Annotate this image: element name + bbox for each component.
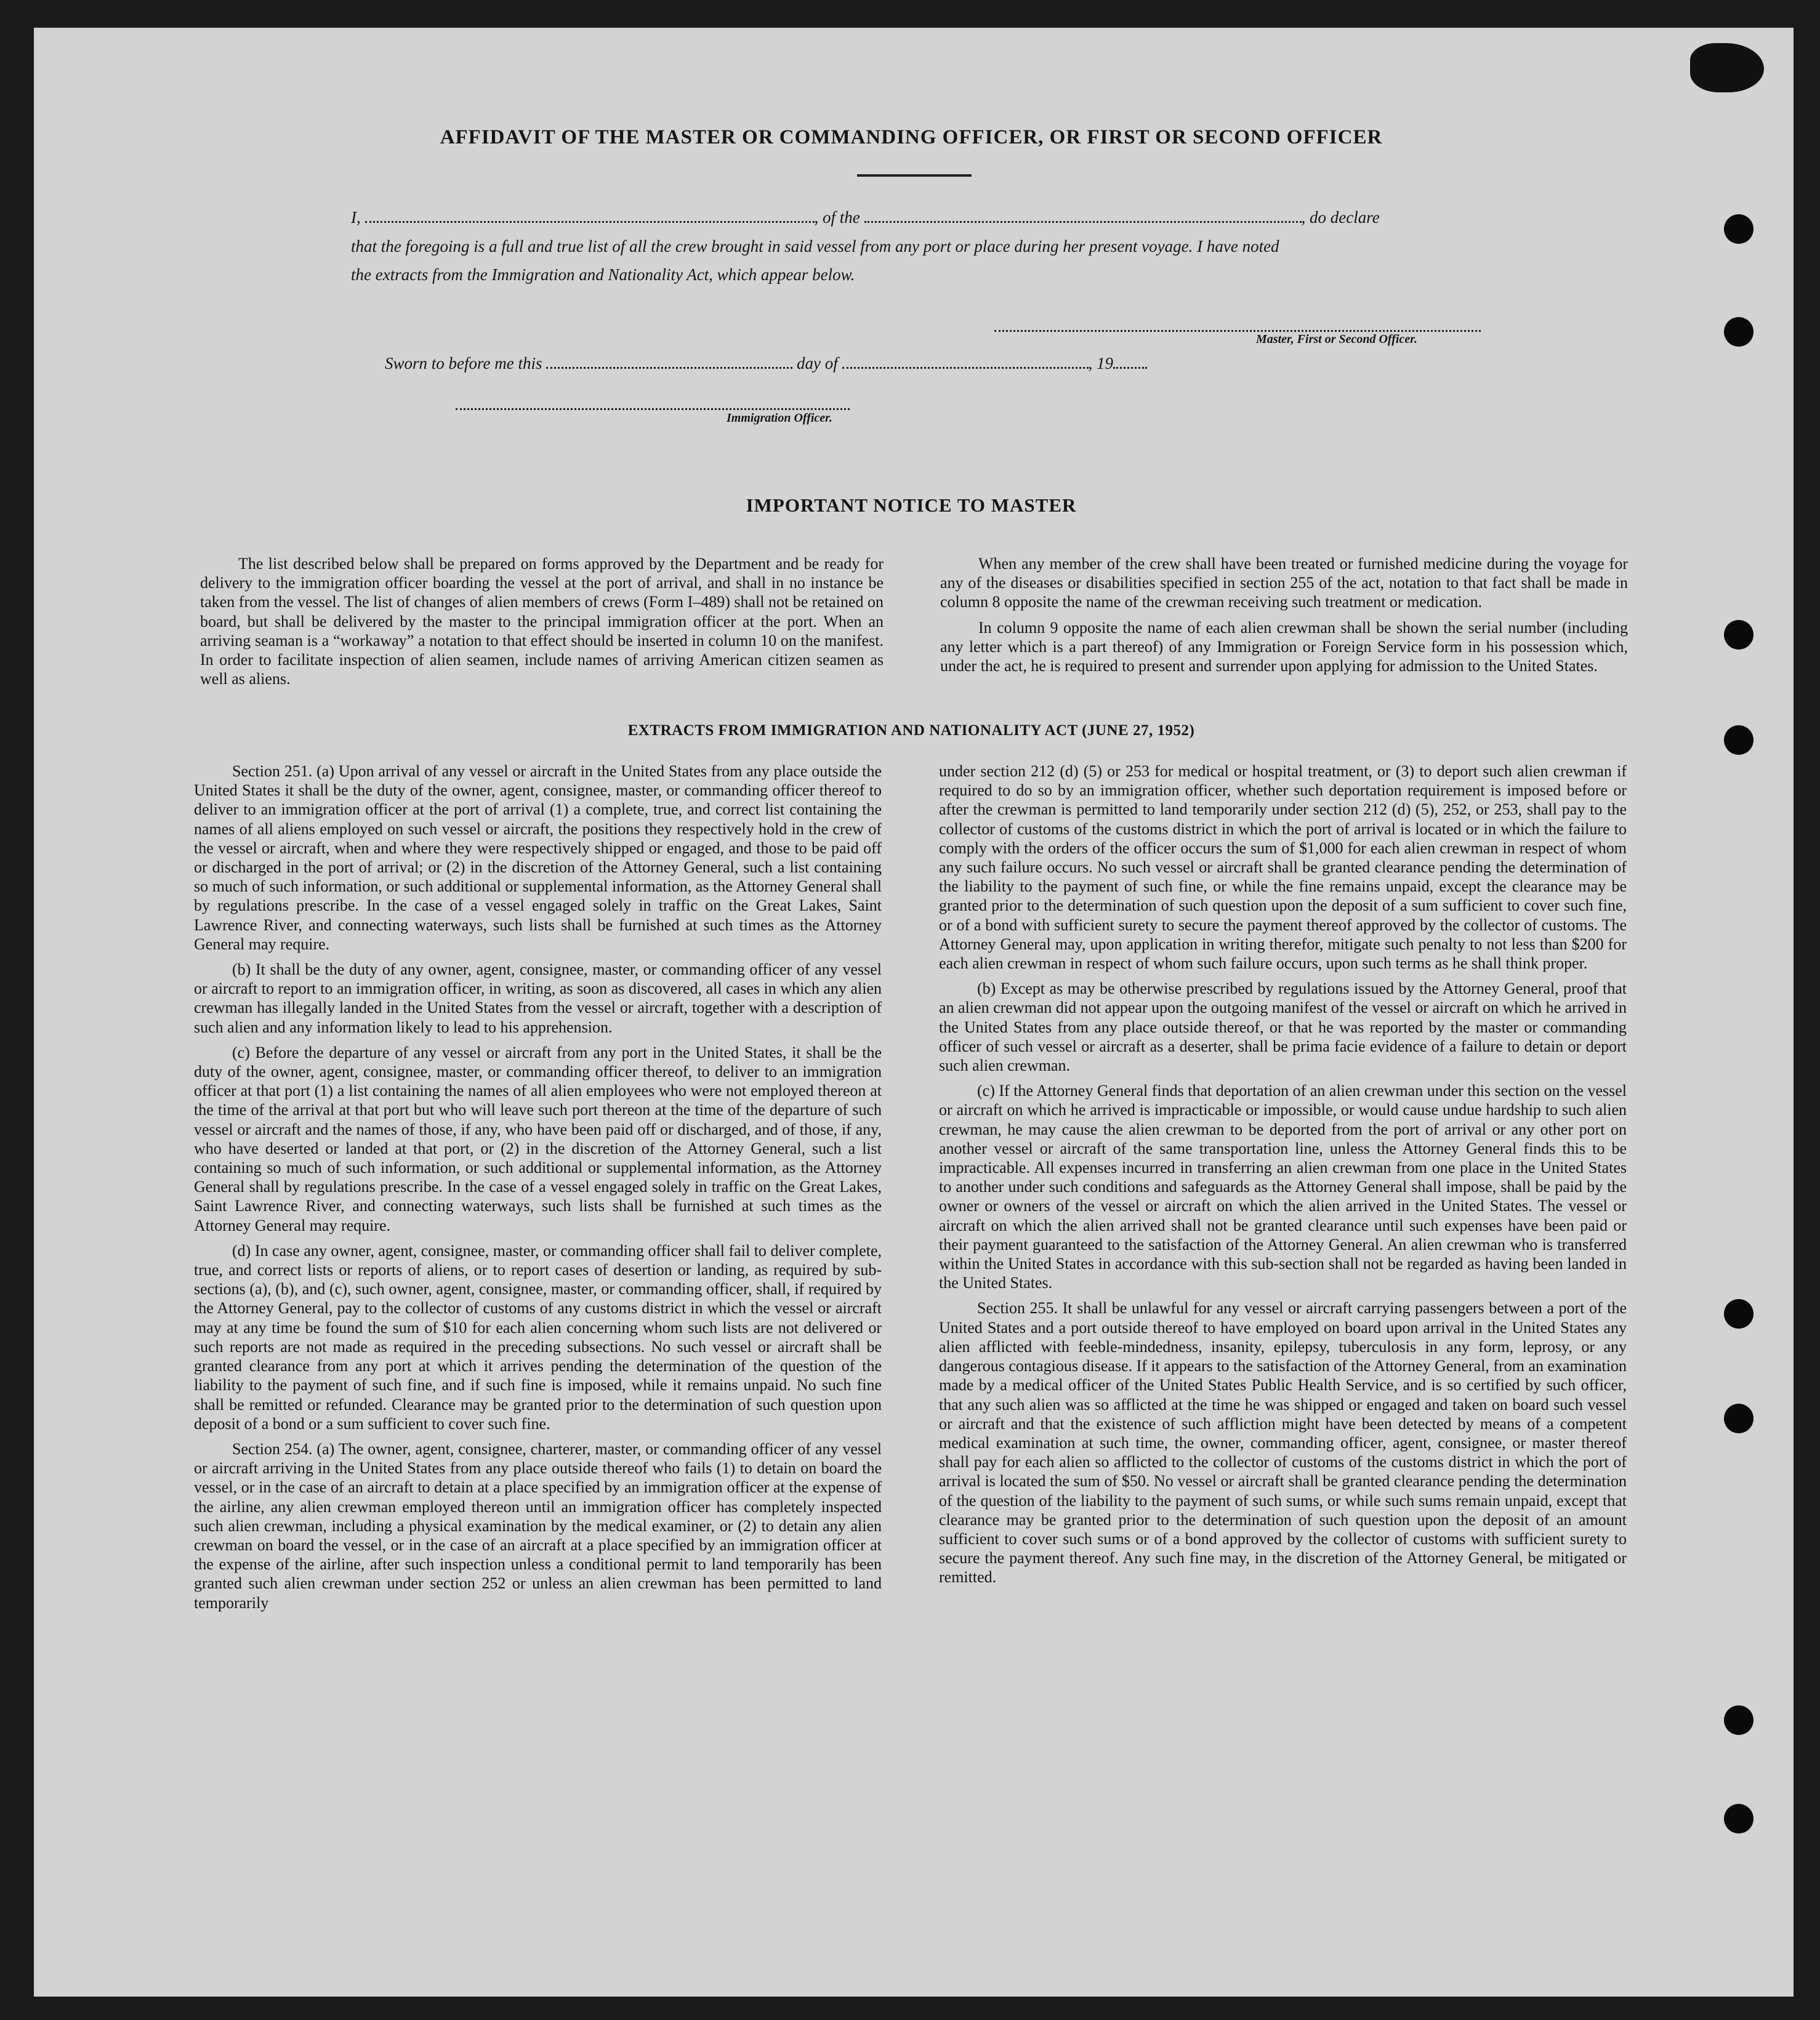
- binder-hole: [1724, 1705, 1754, 1735]
- binder-hole: [1724, 214, 1754, 244]
- section-254-a-continued: under section 212 (d) (5) or 253 for medical or hospital treatment, or (3) to deport such alien crewman if required to do so by an immigration officer, whether such deportation requirement is imposed before or after the crewman is permitted to land temporarily under section 212 (d) (5), 252, or 253, shall pay to the collector of customs of the customs district in which the port of arrival is located or in which the failure to comply with the orders of the officer occurs the sum of $1,000 for each alien crewman in respect of whom any such failure occurs. No such vessel or aircraft shall be granted clearance pending the determination of the liability to the payment of such fine, or while the fine remains unpaid, except the clearance may be granted prior to the determination of such question upon the deposit of a sum sufficient to cover such fine, or of a bond with sufficient surety to secure the payment thereof approved by the collector of customs. The Attorney General may, upon application in writing therefor, mitigate such penalty to not less than $200 for each alien crewman in respect of whom such failure occurs, upon such terms as he shall think proper.: [939, 762, 1627, 973]
- title-underline: [857, 174, 972, 177]
- notice-right-column: [940, 554, 1628, 682]
- section-251-a: Section 251. (a) Upon arrival of any vessel or aircraft in the United States from any place outside the United States it shall be the duty of the owner, agent, consignee, master, or commanding officer thereof to deliver to an immigration officer at the port of arrival (1) a complete, true, and correct list containing the names of all aliens employed on such vessel or aircraft, the positions they respectively hold in the crew of the vessel or aircraft, when and where they were respectively shipped or engaged, and those to be paid off or discharged in the port of arrival; or (2) in the discretion of the Attorney General, such a list containing so much of such information, or such additional or supplemental information, as the Attorney General shall by regulations prescribe. In the case of a vessel engaged solely in traffic on the Great Lakes, Saint Lawrence River, and connecting waterways, such lists shall be furnished at such times as the Attorney General may require.: [194, 762, 882, 953]
- section-254-b: (b) Except as may be otherwise prescribed by regulations issued by the Attorney General, proof that an alien crewman did not appear upon the outgoing manifest of the vessel or aircraft on which he arrived in the United States from any place outside thereof, or that he was reported by the master or commanding officer of such vessel or aircraft as a deserter, shall be prima facie evidence of a failure to detain or deport such alien crewman.: [939, 980, 1627, 1075]
- section-251-b: (b) It shall be the duty of any owner, agent, consignee, master, or commanding officer of any vessel or aircraft to report to an immigration officer, in writing, as soon as discovered, all cases in which any alien crewman has illegally landed in the United States from the vessel or aircraft, together with a description of such alien and any information likely to lead to his apprehension.: [194, 960, 882, 1036]
- sworn-year-field[interactable]: [1113, 367, 1147, 369]
- sworn-text: Sworn to before me this: [385, 354, 542, 372]
- notice-title: IMPORTANT NOTICE TO MASTER: [746, 494, 1077, 516]
- section-251-d: (d) In case any owner, agent, consignee, master, or commanding officer shall fail to deliver complete, true, and correct lists or reports of aliens, or to report cases of desertion or landing, as required by sub-sections (a), (b), and (c), such owner, agent, consignee, master, or commanding officer, shall, if required by the Attorney General, pay to the collector of customs of any customs district in which the vessel or aircraft may at any time be found the sum of $10 for each alien concerning whom such lists are not delivered or such reports are not made as required in the preceding subsections. No such vessel or aircraft shall be granted clearance from any port at which it arrives pending the determination of the question of the liability to the payment of such fine, and if such fine is imposed, while it remains unpaid. No such fine shall be remitted or refunded. Clearance may be granted prior to the determination of such question upon deposit of a bond or a sum sufficient to cover such fine.: [194, 1241, 882, 1433]
- notice-left-column: [200, 554, 884, 694]
- torn-corner: [1690, 43, 1764, 92]
- notice-right-paragraph-2: In column 9 opposite the name of each alien crewman shall be shown the serial number (including any letter which is a part thereof) of any Immigration or Foreign Service form in his possession which, under the act, he is required to present and surrender upon applying for admission to the United States.: [940, 618, 1628, 675]
- notice-right-paragraph-1: When any member of the crew shall have been treated or furnished medicine during the voyage for any of the diseases or disabilities specified in section 255 of the act, notation to that fact shall be made in column 8 opposite the name of the crewman receiving such treatment or medication.: [940, 555, 1628, 611]
- vessel-field[interactable]: [864, 221, 1302, 223]
- sworn-day-of: day of: [797, 354, 838, 372]
- affidavit-title: AFFIDAVIT OF THE MASTER OR COMMANDING OFFICER, OR FIRST OR SECOND OFFICER: [440, 126, 1383, 148]
- section-254-a: Section 254. (a) The owner, agent, consignee, charterer, master, or commanding officer of any vessel or aircraft arriving in the United States from any place outside thereof who fails (1) to detain on board the vessel, or in the case of an aircraft to detain at a place specified by an immigration officer at the expense of the airline, any alien crewman employed thereon until an immigration officer has completely inspected such alien crewman, including a physical examination by the medical examiner, or (2) to detain any alien crewman on board the vessel, or in the case of an aircraft at a place specified by an immigration officer at the expense of the airline, after such inspection unless a conditional permit to land temporarily has been granted such alien crewman under section 252 or unless an alien crewman has been permitted to land temporarily: [194, 1439, 882, 1612]
- sworn-year: , 19: [1088, 354, 1113, 372]
- declaration-line: [351, 208, 1484, 227]
- binder-hole: [1724, 1804, 1754, 1833]
- notice-left-paragraph: The list described below shall be prepared on forms approved by the Department and be ready for delivery to the immigration officer boarding the vessel at the port of arrival, and shall in no instance be taken from the vessel. The list of changes of alien members of crews (Form I–489) shall not be retained on board, but shall be delivered by the master to the principal immigration officer at the port. When an arriving seaman is a “workaway” a notation to that effect should be inserted in column 10 on the manifest. In order to facilitate inspection of alien seamen, include names of arriving American citizen seamen as well as aliens.: [200, 555, 884, 688]
- binder-hole: [1724, 1404, 1754, 1433]
- declaration-text-3: the extracts from the Immigration and Nationality Act, which appear below.: [351, 265, 855, 284]
- section-251-c: (c) Before the departure of any vessel or aircraft from any port in the United States, it shall be the duty of the owner, agent, consignee, master, or commanding officer thereof, to deliver to an immigration officer at that port (1) a list containing the names of all alien employees who were not employed thereon at the time of the arrival at that port but who will leave such port thereon at the time of the departure of such vessel or aircraft and the names of those, if any, who have been paid off or discharged, and of those, if any, who have deserted or landed at that port, or (2) in the discretion of the Attorney General, such a list containing so much of such information, or such additional or supplemental information, as the Attorney General shall by regulations prescribe. In the case of a vessel engaged solely in traffic on the Great Lakes, Saint Lawrence River, and connecting waterways, such lists shall be furnished at such times as the Attorney General may require.: [194, 1043, 882, 1234]
- master-signature-field[interactable]: [994, 330, 1481, 332]
- declaration-of-the: , of the: [814, 208, 860, 227]
- sworn-month-field[interactable]: [842, 367, 1089, 369]
- extracts-right-column: [939, 762, 1627, 1593]
- name-field[interactable]: [365, 221, 815, 223]
- declaration-end: , do declare: [1301, 208, 1380, 227]
- sworn-date-field[interactable]: [546, 367, 792, 369]
- sworn-line: [385, 354, 1147, 373]
- section-254-c: (c) If the Attorney General finds that deportation of an alien crewman under this section on the vessel or aircraft on which he arrived is impracticable or impossible, or would cause undue hardship to such alien crewman, he may cause the alien crewman to be deported from the port of arrival or any other port on another vessel or aircraft of the same transportation line, unless the Attorney General finds this to be impracticable. All expenses incurred in transferring an alien crewman from one place in the United States to another under such conditions and safeguards as the Attorney General shall impose, shall be paid by the owner or owners of the vessel or aircraft on which the alien arrived in the United States. The vessel or aircraft on which the alien arrived shall not be granted clearance until such expenses have been paid or their payment guaranteed to the satisfaction of the Attorney General. An alien crewman who is transferred within the United States in accordance with this sub-section shall not be regarded as having been landed in the United States.: [939, 1082, 1627, 1292]
- binder-hole: [1724, 1299, 1754, 1329]
- declaration-text-2: that the foregoing is a full and true list of all the crew brought in said vessel from any port or place during her present voyage. I have noted: [351, 237, 1279, 256]
- master-caption: Master, First or Second Officer.: [1256, 332, 1417, 346]
- extracts-left-column: [194, 762, 882, 1619]
- binder-hole: [1724, 620, 1754, 650]
- officer-caption: Immigration Officer.: [727, 411, 832, 425]
- declaration-i: I,: [351, 208, 361, 227]
- extracts-title: EXTRACTS FROM IMMIGRATION AND NATIONALITY ACT (JUNE 27, 1952): [627, 722, 1195, 739]
- binder-hole: [1724, 317, 1754, 347]
- binder-hole: [1724, 725, 1754, 755]
- section-255: Section 255. It shall be unlawful for any vessel or aircraft carrying passengers between a port of the United States and a port outside thereof to have employed on board upon arrival in the United States any alien afflicted with feeble-mindedness, insanity, epilepsy, tuberculosis in any form, leprosy, or any dangerous contagious disease. If it appears to the satisfaction of the Attorney General, from an examination made by a medical officer of the United States Public Health Service, and is so certified by such officer, that any such alien was so afflicted at the time he was shipped or engaged and taken on board such vessel or aircraft and that the existence of such affliction might have been detected by means of a competent medical examination at such time, the owner, commanding officer, agent, consignee, or master thereof shall pay for each alien so afflicted to the collector of customs of the customs district in which the port of arrival is located the sum of $50. No vessel or aircraft shall be granted clearance pending the determination of the question of the liability to the payment of such sums, or while such sums remain unpaid, except that clearance may be granted prior to the determination of such question upon the deposit of an amount sufficient to cover such sums or of a bond approved by the collector of customs with sufficient surety to secure the payment thereof. Any such fine may, in the discretion of the Attorney General, be mitigated or remitted.: [939, 1299, 1627, 1587]
- officer-signature-field[interactable]: [456, 408, 850, 410]
